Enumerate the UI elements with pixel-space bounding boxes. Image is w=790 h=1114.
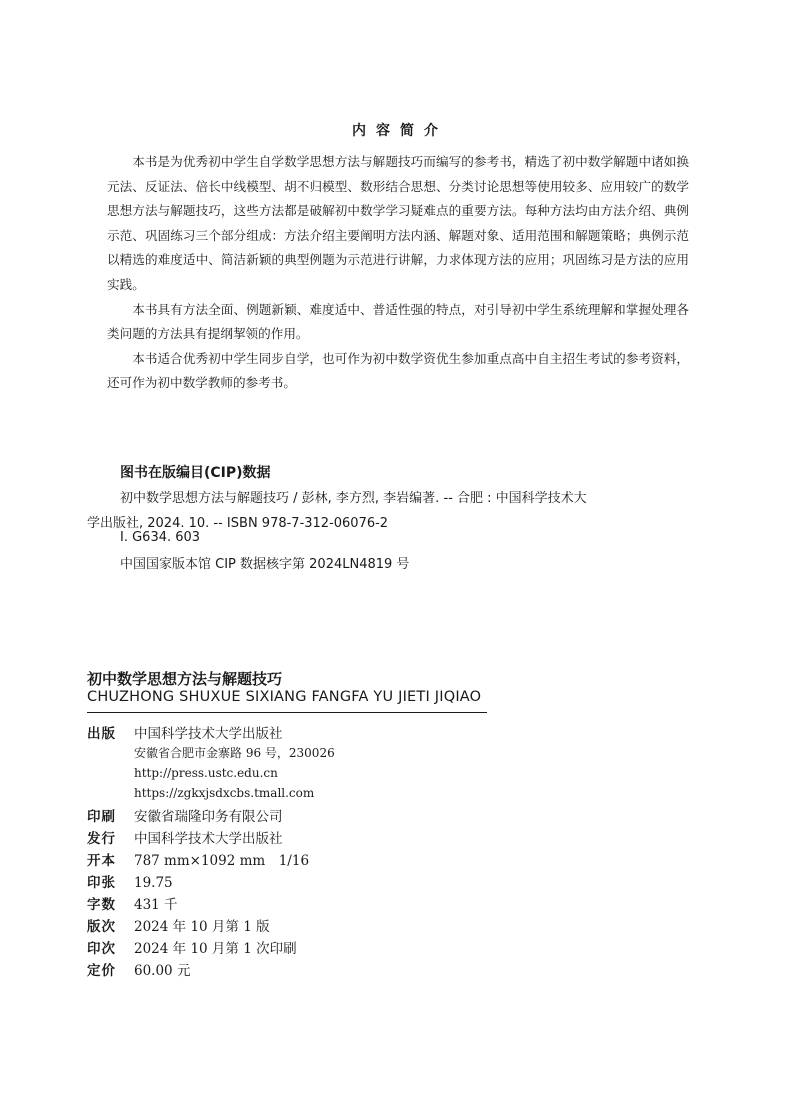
cip-line-4: 中国国家版本馆 CIP 数据核字第 2024LN4819 号 (120, 557, 410, 572)
cip-line-3: Ⅰ. G634. 603 (120, 530, 201, 545)
words-label: 字数 (87, 897, 116, 913)
book-title-pinyin: CHUZHONG SHUXUE SIXIANG FANGFA YU JIETI JIQIAO (87, 689, 482, 705)
publisher-name: 中国科学技术大学出版社 (134, 726, 283, 742)
summary-paragraph-3: 本书适合优秀初中学生同步自学，也可作为初中数学资优生参加重点高中自主招生考试的参考资料，还可作为初中数学教师的参考书。 (107, 350, 689, 391)
printer-row (87, 805, 283, 825)
printing-row (87, 937, 297, 957)
sheets-value: 19.75 (134, 875, 173, 891)
cip-line-1: 初中数学思想方法与解题技巧 / 彭林, 李方烈, 李岩编著. -- 合肥 : 中国科学技术大 (120, 491, 587, 506)
printing-value: 2024 年 10 月第 1 次印刷 (134, 941, 297, 957)
format-label: 开本 (87, 853, 116, 869)
edition-row (87, 915, 270, 935)
printing-label: 印次 (87, 941, 116, 957)
publisher-label: 出版 (87, 726, 116, 742)
distributor-row (87, 827, 283, 847)
summary-paragraph-2: 本书具有方法全面、例题新颖、难度适中、普适性强的特点，对引导初中学生系统理解和掌握处理各类问题的方法具有提纲挈领的作用。 (107, 301, 689, 342)
sheets-label: 印张 (87, 875, 116, 891)
edition-value: 2024 年 10 月第 1 版 (134, 919, 270, 935)
distributor-label: 发行 (87, 831, 116, 847)
format-value: 787 mm×1092 mm 1/16 (134, 853, 310, 869)
price-value: 60.00 元 (134, 963, 191, 979)
words-value: 431 千 (134, 897, 178, 913)
summary-paragraph-1: 本书是为优秀初中学生自学数学思想方法与解题技巧而编写的参考书，精选了初中数学解题中诸如换元法、反证法、倍长中线模型、胡不归模型、数形结合思想、分类讨论思想等使用较多、应用较广的数学思想方法与解题技巧，这些方法都是破解初中数学学习疑难点的重要方法。每种方法均由方法介绍、典例示范、巩固练习三个部分组成：方法介绍主要阐明方法内涵、解题对象、适用范围和解题策略；典例示范以精选的难度适中、简洁新颖的典型例题为示范进行讲解，力求体现方法的应用；巩固练习是方法的应用实践。 (107, 154, 689, 292)
distributor-value: 中国科学技术大学出版社 (134, 831, 283, 847)
edition-label: 版次 (87, 919, 116, 935)
printer-value: 安徽省瑞隆印务有限公司 (134, 809, 283, 825)
publisher-address: 安徽省合肥市金寨路 96 号，230026 (134, 746, 335, 760)
publisher-url-2: https://zgkxjsdxcbs.tmall.com (134, 786, 315, 800)
sheets-row (87, 871, 173, 891)
summary-title: 内容简介 (352, 123, 448, 139)
cip-line-2: 学出版社, 2024. 10. -- ISBN 978-7-312-06076-2 (87, 516, 389, 531)
format-row (87, 849, 309, 869)
summary-body (107, 150, 689, 396)
printer-label: 印刷 (87, 809, 116, 825)
cip-heading: 图书在版编目(CIP)数据 (120, 465, 271, 481)
publisher-row (87, 722, 283, 742)
price-row (87, 959, 190, 979)
price-label: 定价 (87, 963, 116, 979)
book-title-chinese: 初中数学思想方法与解题技巧 (87, 670, 283, 688)
publisher-url-1: http://press.ustc.edu.cn (134, 766, 278, 780)
title-divider (87, 712, 487, 713)
words-row (87, 893, 178, 913)
